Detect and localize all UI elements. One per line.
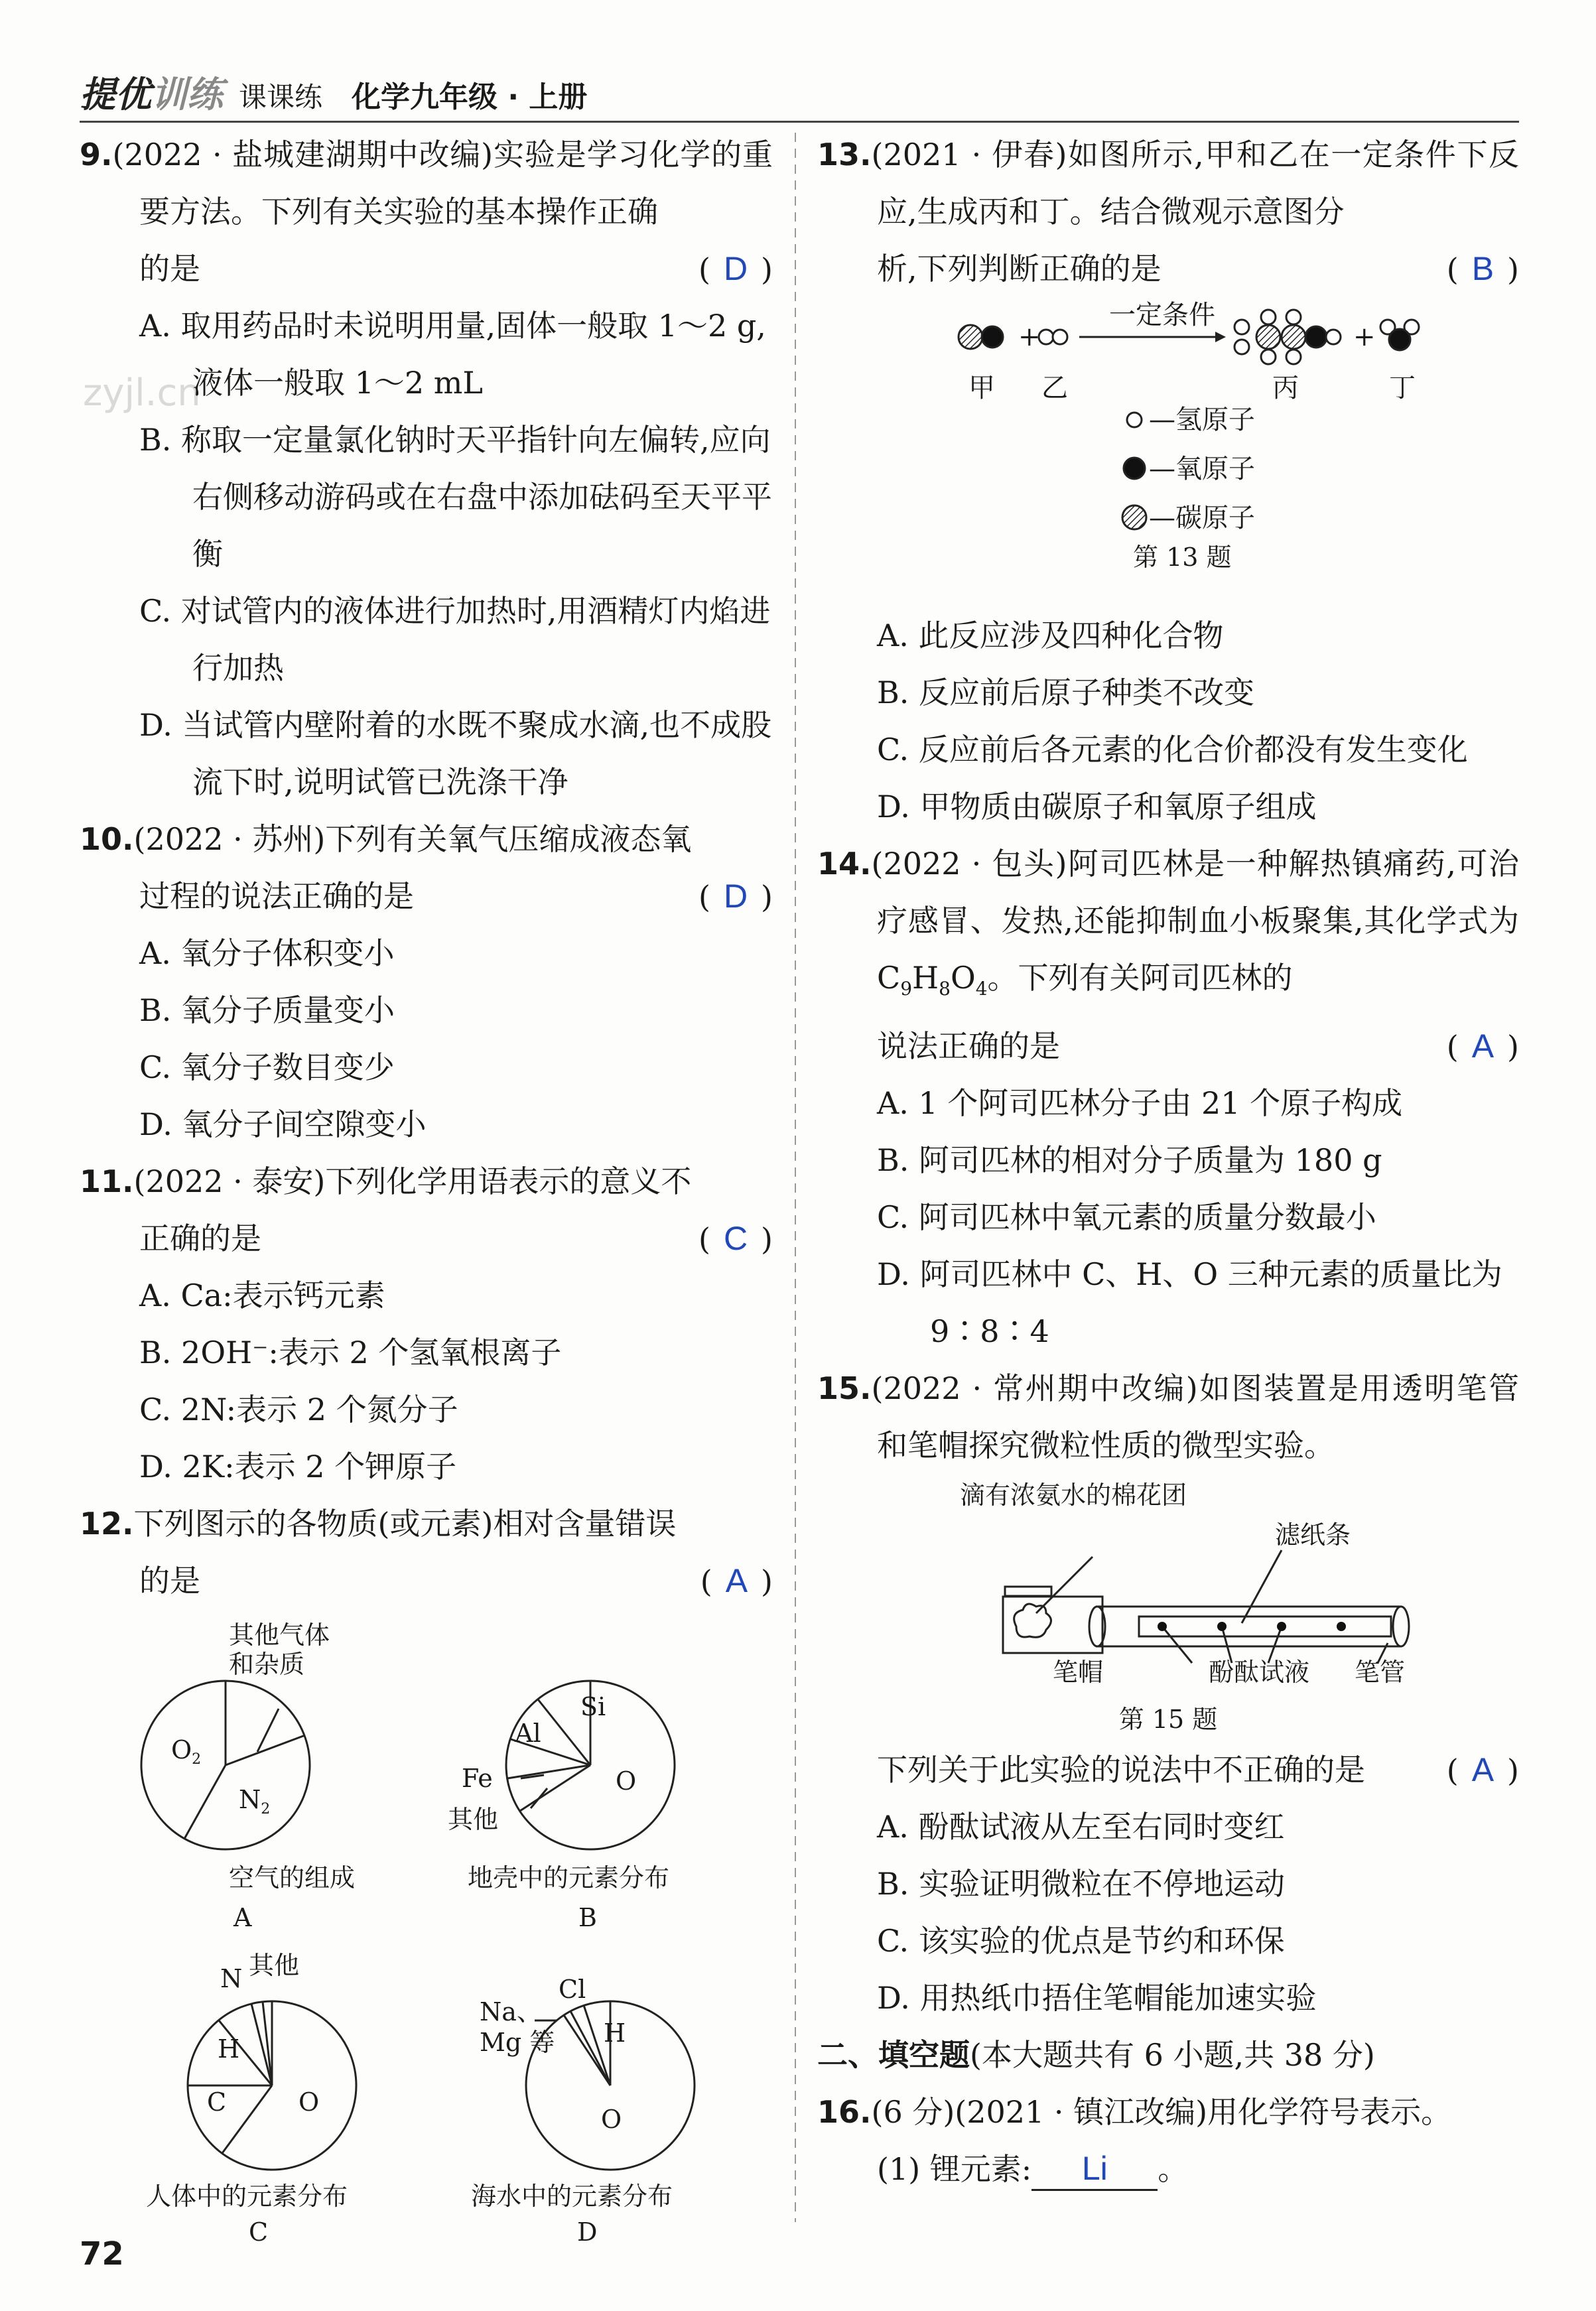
hydrogen-atom (1053, 330, 1067, 344)
pie-b-al: Al (515, 1719, 541, 1748)
label-yi: 乙 (1041, 373, 1068, 403)
cotton-ball (1014, 1604, 1051, 1637)
pie-d-na: Na、 (480, 1997, 542, 2026)
answer-bracket: ( A ) (700, 1562, 773, 1599)
page-header (80, 66, 587, 113)
section-2-heading: 二、填空题(本大题共有 6 小题,共 38 分) (817, 2037, 1375, 2074)
pie-c-boundary-2 (263, 2002, 272, 2085)
header-rule (80, 121, 1519, 123)
page-number: 72 (80, 2235, 124, 2273)
q16-sub1: (1) 锂元素: Li 。 (817, 2141, 1519, 2198)
option-d: D. 氧分子间空隙变小 (139, 1106, 427, 1142)
pie-a-letter: A (233, 1903, 252, 1932)
option-b: B. 称取一定量氯化钠时天平指针向左偏转,应向右侧移动游码或在右盘中添加砝码至天平平衡 (139, 422, 772, 572)
option-b: B. 2OH⁻:表示 2 个氢氧根离子 (139, 1335, 562, 1370)
brand-logo: 提优训练 (80, 74, 223, 115)
option-d: D. 2K:表示 2 个钾原子 (139, 1449, 457, 1485)
pen-cap (1003, 1597, 1102, 1653)
answer-choice: D (723, 878, 748, 915)
pie-c-h: H (218, 2034, 240, 2064)
pie-a-n2-boundary (184, 1765, 226, 1839)
reaction-diagram (817, 297, 1519, 607)
tube-end-right (1393, 1607, 1409, 1646)
answer-bracket: ( B ) (1446, 250, 1519, 287)
answer-bracket: ( D ) (698, 878, 773, 915)
pie-d-cl: Cl (559, 1975, 586, 2004)
indicator-drop (1217, 1622, 1227, 1631)
filter-paper (1139, 1617, 1391, 1636)
pie-a-callout2: 和杂质 (229, 1650, 305, 1679)
series-name: 课课练 (239, 81, 323, 113)
option-c: C. 阿司匹林中氧元素的质量分数最小 (877, 1199, 1376, 1236)
arrow-head (1215, 332, 1226, 342)
option-c: C. 反应前后各元素的化合价都没有发生变化 (877, 732, 1468, 767)
pie-d-mg: Mg 等 (480, 2028, 555, 2057)
label-pen-tube: 笔管 (1355, 1658, 1406, 1687)
pie-c-boundary-6 (222, 2085, 272, 2153)
watermark: zyjl.cn (83, 371, 201, 415)
pie-a-callout: 其他气体 (229, 1620, 330, 1650)
pie-c-letter: C (249, 2217, 269, 2246)
legend-oxygen-icon (1124, 458, 1145, 479)
indicator-drop (1158, 1622, 1167, 1631)
legend-oxygen: —氧原子 (1149, 454, 1255, 484)
figure-caption: 第 13 题 (1133, 543, 1232, 572)
carbon-atom (1282, 325, 1305, 349)
label-cotton: 滴有浓氨水的棉花团 (960, 1481, 1187, 1510)
pie-d-caption: 海水中的元素分布 (471, 2182, 673, 2211)
option-d: D. 当试管内壁附着的水既不聚成水滴,也不成股流下时,说明试管已洗涤干净 (139, 707, 772, 800)
legend-carbon: —碳原子 (1149, 503, 1255, 533)
answer-choice: B (1471, 250, 1495, 287)
pie-a-o2: $O_2$ (171, 1735, 202, 1768)
question-stem: (2022 · 盐城建湖期中改编)实验是学习化学的重要方法。下列有关实验的基本操作正确 (112, 137, 773, 230)
carbon-atom (959, 325, 982, 349)
pie-b-other: 其他 (448, 1805, 499, 1834)
option-c: C. 2N:表示 2 个氮分子 (139, 1392, 458, 1427)
pen-clip (1005, 1587, 1051, 1596)
option-a: A. Ca:表示钙元素 (139, 1278, 385, 1313)
pie-d-o: O (601, 2105, 622, 2134)
pie-b-other-boundary (520, 1765, 590, 1811)
book-title: 化学九年级 · 上册 (352, 80, 588, 114)
answer-choice: C (723, 1220, 748, 1257)
figure-caption: 第 15 题 (1118, 1705, 1218, 1735)
oxygen-atom (1389, 329, 1410, 350)
pie-b-si: Si (580, 1692, 606, 1721)
option-c: C. 该实验的优点是节约和环保 (877, 1923, 1285, 1959)
option-b: B. 反应前后原子种类不改变 (877, 675, 1255, 710)
legend-hydrogen: —氢原子 (1149, 405, 1255, 435)
option-d: D. 阿司匹林中 C、H、O 三种元素的质量比为 9∶8∶4 (877, 1256, 1502, 1350)
hydrogen-atom (1039, 330, 1053, 344)
pie-charts (80, 1609, 773, 2246)
pie-d-h: H (604, 2018, 626, 2048)
svg-text:+: + (1018, 322, 1041, 352)
label-ding: 丁 (1389, 373, 1416, 403)
pie-c-n: N (220, 1964, 243, 1993)
pie-a-n2: $N_2$ (239, 1785, 271, 1817)
pie-d-letter: D (577, 2217, 598, 2246)
reaction-condition: 一定条件 (1109, 300, 1215, 330)
label-filter-paper: 滤纸条 (1275, 1520, 1351, 1550)
option-a: A. 此反应涉及四种化合物 (877, 618, 1224, 653)
left-column (80, 126, 773, 2264)
option-d: D. 用热纸巾捂住笔帽能加速实验 (877, 1980, 1317, 2016)
question-16: 16.(6 分)(2021 · 镇江改编)用化学符号表示。 (1) 锂元素: Li 。 (817, 2083, 1519, 2198)
pie-c-caption: 人体中的元素分布 (146, 2182, 348, 2211)
answer-choice: D (723, 250, 748, 287)
answer-choice: A (725, 1562, 748, 1599)
pie-charts-figure (80, 1609, 773, 2264)
option-a: A. 酚酞试液从左至右同时变红 (877, 1809, 1285, 1845)
right-column (817, 126, 1519, 2198)
question-15: 15.(2022 · 常州期中改编)如图装置是用透明笔管和笔帽探究微粒性质的微型实验。 滴有浓氨水的棉花团 滤纸条 笔帽 酚酞试液 笔管 第 15 题 下列关于此实验的说法中不正确的是 ( A ) A. 酚酞试液从左至右同时变红 B. 实验证明微粒在不停地运动 C. 该实验的优点是节约和环保 D. 用热纸巾捂住笔帽能加速实验 (817, 1360, 1519, 2026)
indicator-drop (1337, 1622, 1346, 1631)
option-a: A. 取用药品时未说明用量,固体一般取 1～2 g,液体一般取 1～2 mL (139, 308, 766, 401)
answer-choice: A (1471, 1027, 1495, 1065)
answer-blank[interactable]: Li (1031, 2148, 1158, 2191)
pie-b-other-callout (531, 1788, 547, 1808)
option-b: B. 实验证明微粒在不停地运动 (877, 1866, 1286, 1902)
answer-bracket: ( A ) (1446, 1027, 1519, 1065)
answer-bracket: ( C ) (698, 1220, 773, 1257)
pie-a-other-boundary (226, 1735, 305, 1765)
answer-choice: A (1471, 1751, 1495, 1789)
pie-a-caption: 空气的组成 (229, 1863, 356, 1892)
option-b: B. 阿司匹林的相对分子质量为 180 g (877, 1142, 1382, 1179)
indicator-drop (1277, 1622, 1286, 1631)
answer-bracket: ( A ) (1446, 1751, 1519, 1789)
question-number: 9. (80, 137, 113, 172)
oxygen-atom (982, 326, 1003, 348)
pie-c-o: O (299, 2087, 320, 2117)
option-b: B. 氧分子质量变小 (139, 992, 395, 1028)
oxygen-atom (1305, 326, 1327, 348)
question-10: 10.(2022 · 苏州)下列有关氧气压缩成液态氧 过程的说法正确的是 ( D ) A. 氧分子体积变小 B. 氧分子质量变小 C. 氧分子数目变少 D. 氧分子间空隙变小 (80, 811, 773, 1153)
option-a: A. 1 个阿司匹林分子由 21 个原子构成 (877, 1085, 1403, 1122)
option-a: A. 氧分子体积变小 (139, 935, 395, 971)
option-c: C. 对试管内的液体进行加热时,用酒精灯内焰进行加热 (139, 593, 771, 686)
pie-b-o: O (616, 1766, 637, 1796)
question-14: 14.(2022 · 包头)阿司匹林是一种解热镇痛药,可治疗感冒、发热,还能抑制血小板聚集,其化学式为 $C_9H_8O_4$。下列有关阿司匹林的 说法正确的是 ( A ) A. 1 个阿司匹林分子由 21 个原子构成 B. 阿司匹林的相对分子质量为 180 g C. 阿司匹林中氧元素的质量分数最小 D. 阿司匹林中 C、H、O 三种元素的质量比为 9∶8∶4 (817, 835, 1519, 1360)
carbon-atom (1256, 325, 1280, 349)
legend-carbon-icon (1122, 505, 1146, 529)
pie-b-fe-boundary (507, 1765, 590, 1778)
pie-b-caption: 地壳中的元素分布 (468, 1863, 670, 1892)
option-c: C. 氧分子数目变少 (139, 1049, 395, 1085)
pie-b-letter: B (578, 1903, 597, 1932)
label-bing: 丙 (1272, 373, 1299, 403)
pie-c-other: 其他 (249, 1951, 300, 1980)
pen-tube-diagram (817, 1474, 1519, 1736)
legend-hydrogen-icon (1127, 413, 1142, 427)
svg-text:+: + (1353, 322, 1376, 352)
question-13: 13.(2021 · 伊春)如图所示,甲和乙在一定条件下反应,生成丙和丁。结合微观示意图分 析,下列判断正确的是 ( B ) + + 一定条件 甲 乙 丙 丁 —氢原子 —氧原子 —碳原子 第 13 题 A. 此反应涉及四种化合物 B. 反应前后原子种类不改变 C. 反应前后各元素的化合价都没有发生变化 D. 甲物质由碳原子和氧原子组成 (817, 126, 1519, 835)
column-divider (795, 133, 796, 2222)
label-pen-cap: 笔帽 (1053, 1658, 1104, 1687)
question-12: 12.下列图示的各物质(或元素)相对含量错误 的是 ( A ) 其他气体 和杂质 $O_2$ $N_2$ 空气的组成 A Si Al Fe 其他 O 地壳中的元素分布 B N 其他 H C O 人体中的元素分布 C Na、 Mg 等 Cl H O 海水中的元素分布 D (80, 1495, 773, 2264)
question-9: 9.(2022 · 盐城建湖期中改编)实验是学习化学的重要方法。下列有关实验的基本操作正确 的是 ( D ) A. 取用药品时未说明用量,固体一般取 1～2 g,液体一般取 1～2 mL B. 称取一定量氯化钠时天平指针向左偏转,应向右侧移动游码或在右盘中添加砝码至天平平衡 C. 对试管内的液体进行加热时,用酒精灯内焰进行加热 D. 当试管内壁附着的水既不聚成水滴,也不成股流下时,说明试管已洗涤干净 (80, 126, 773, 811)
label-indicator: 酚酞试液 (1209, 1658, 1310, 1687)
pie-c-c: C (207, 2087, 227, 2117)
option-d: D. 甲物质由碳原子和氧原子组成 (877, 789, 1317, 825)
pie-b-fe: Fe (462, 1764, 493, 1793)
label-jia: 甲 (968, 373, 995, 403)
answer-bracket: ( D ) (698, 250, 773, 287)
question-11: 11.(2022 · 泰安)下列化学用语表示的意义不 正确的是 ( C ) A. Ca:表示钙元素 B. 2OH⁻:表示 2 个氢氧根离子 C. 2N:表示 2 个氮分子 D. 2K:表示 2 个钾原子 (80, 1153, 773, 1495)
